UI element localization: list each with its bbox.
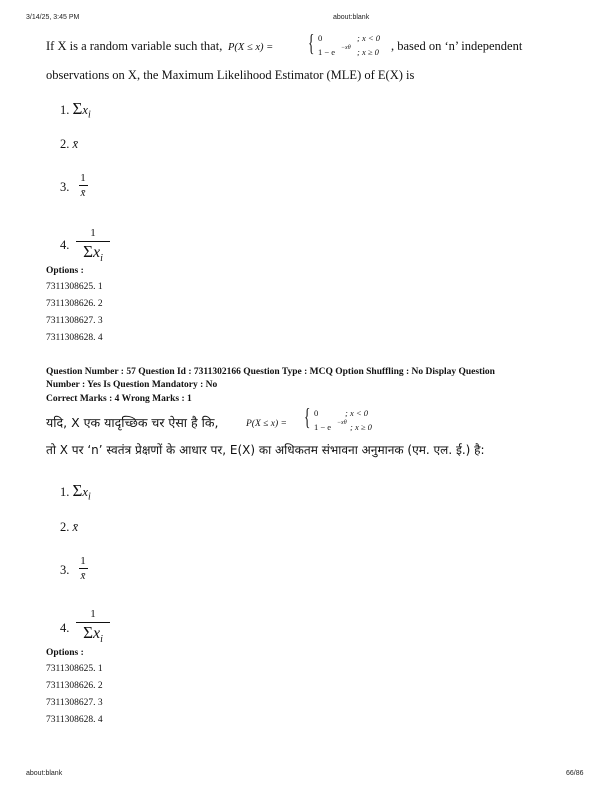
q1-probability-function: P(X ≤ x) =: [228, 42, 274, 53]
fraction-bar: [79, 185, 88, 186]
q1-options-label: Options :: [46, 266, 84, 276]
q1-case1-condition: ; x < 0: [357, 33, 380, 43]
x-variable: x: [82, 103, 88, 117]
subscript-i: i: [100, 634, 103, 646]
q2-case1-condition: ; x < 0: [345, 408, 368, 418]
fraction-bar: [76, 241, 110, 242]
q2-piecewise-brace: {: [304, 405, 311, 431]
q2-case2-value: 1 − e: [314, 422, 332, 432]
sigma-symbol: Σ: [72, 481, 83, 500]
print-datetime: 3/14/25, 3:45 PM: [26, 14, 80, 21]
q1-option-2-number: 2.: [60, 137, 70, 151]
q2-option-code-3: 7311308627. 3: [46, 698, 103, 708]
q1-option-4-number: 4.: [60, 238, 70, 252]
numerator-one: 1: [80, 172, 86, 184]
fraction-bar: [79, 568, 88, 569]
q1-case1-value: 0: [318, 33, 323, 43]
sigma-symbol: Σ: [83, 242, 93, 261]
q1-option-3-number: 3.: [60, 180, 70, 194]
subscript-i: i: [87, 109, 91, 121]
q2-option-code-4: 7311308628. 4: [46, 715, 103, 725]
numerator-one: 1: [90, 608, 96, 620]
subscript-i: i: [100, 253, 103, 265]
print-page-title: about:blank: [333, 14, 370, 21]
q2-option-4-fraction: [76, 608, 110, 645]
x-bar: x̄: [80, 187, 86, 199]
q2-option-2: [60, 520, 78, 535]
q1-text-after: , based on ‘n’ independent: [391, 39, 523, 53]
q1-case2-condition: ; x ≥ 0: [357, 47, 379, 57]
sigma-symbol: Σ: [83, 623, 93, 642]
q1-option-2: [60, 137, 78, 152]
q1-option-code-1: 7311308625. 1: [46, 282, 103, 292]
q2-option-1-number: 1.: [60, 485, 70, 499]
x-bar: x̄: [72, 520, 79, 534]
q2-option-1: [60, 481, 91, 503]
numerator-one: 1: [90, 227, 96, 239]
fraction-bar: [76, 622, 110, 623]
q2-option-4-number: 4.: [60, 621, 70, 635]
q1-text-line2: observations on X, the Maximum Likelihood Estimator (MLE) of E(X) is: [46, 68, 415, 82]
q2-options-label: Options :: [46, 648, 84, 658]
footer-url: about:blank: [26, 770, 63, 777]
q1-option-1-number: 1.: [60, 103, 70, 117]
q2-meta-line1: Question Number : 57 Question Id : 7311302166 Question Type : MCQ Option Shuffling : No Display Question: [46, 367, 495, 377]
q1-option-code-3: 7311308627. 3: [46, 316, 103, 326]
q2-hindi-line2: तो X पर ‘n’ स्वतंत्र प्रेक्षणों के आधार पर, E(X) का अधिकतम संभावना अनुमानक (एम. एल. ई.) है:: [46, 443, 485, 457]
q2-case2-condition: ; x ≥ 0: [350, 422, 372, 432]
sigma-symbol: Σ: [72, 99, 83, 118]
q2-option-2-number: 2.: [60, 520, 70, 534]
q2-option-code-1: 7311308625. 1: [46, 664, 103, 674]
q2-meta-line2: Number : Yes Is Question Mandatory : No: [46, 380, 218, 390]
x-variable: x: [93, 244, 101, 261]
q1-option-code-4: 7311308628. 4: [46, 333, 103, 343]
q1-option-code-2: 7311308626. 2: [46, 299, 103, 309]
q2-option-code-2: 7311308626. 2: [46, 681, 103, 691]
q2-meta-line3: Correct Marks : 4 Wrong Marks : 1: [46, 394, 192, 404]
q1-case2-exponent: −xθ: [341, 45, 351, 51]
q2-option-3-fraction: [78, 555, 88, 582]
x-variable: x: [93, 625, 101, 642]
subscript-i: i: [87, 491, 91, 503]
x-bar: x̄: [80, 570, 86, 582]
q1-intro: If X is a random variable such that,: [46, 39, 223, 53]
q1-option-4-fraction: [76, 227, 110, 264]
numerator-one: 1: [80, 555, 86, 567]
q2-hindi-line1: यदि, X एक यादृच्छिक चर ऐसा है कि,: [46, 415, 219, 430]
q2-case2-exponent: −xθ: [337, 420, 347, 426]
footer-page-number: 66/86: [566, 770, 584, 777]
q1-piecewise-brace: {: [308, 31, 315, 57]
q1-option-1: [60, 99, 91, 121]
q2-probability-function: P(X ≤ x) =: [246, 419, 287, 429]
x-bar: x̄: [72, 137, 79, 151]
q1-option-3-fraction: [78, 172, 88, 199]
q2-option-3-number: 3.: [60, 563, 70, 577]
q1-case2-value: 1 − e: [318, 47, 336, 57]
x-variable: x: [82, 485, 88, 499]
q2-case1-value: 0: [314, 408, 319, 418]
